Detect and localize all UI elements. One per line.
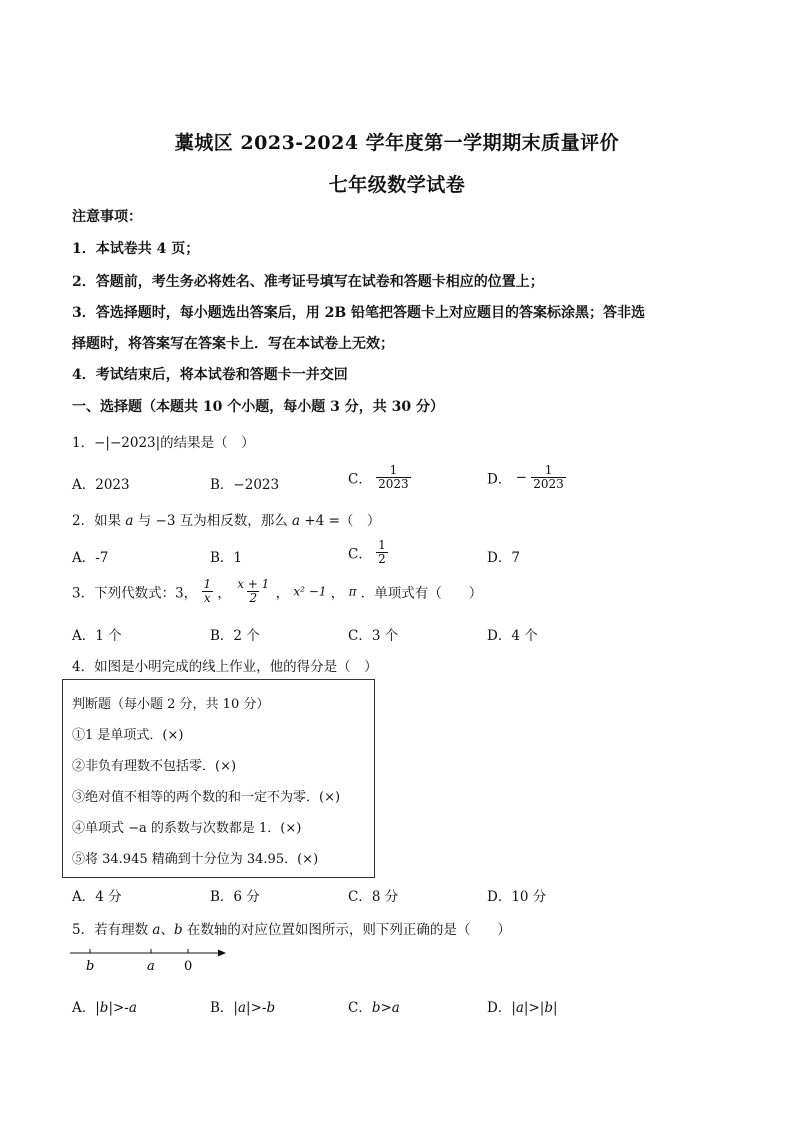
- q3-option-c: C．3 个: [348, 628, 399, 644]
- homework-header: 判断题（每小题 2 分，共 10 分）: [72, 697, 270, 712]
- exam-title: 藁城区 2023-2024 学年度第一学期期末质量评价: [174, 132, 620, 154]
- q4-option-c: C．8 分: [348, 889, 399, 905]
- label-a: a: [147, 959, 155, 974]
- note-item: 2．答题前，考生务必将姓名、准考证号填写在试卷和答题卡相应的位置上；: [72, 274, 544, 290]
- arrow-icon: [218, 950, 226, 957]
- fraction: $\frac{x + 1}{2}$: [237, 577, 270, 605]
- fraction: $\frac{1}{2}$: [378, 538, 386, 566]
- fraction: $\frac{1}{2023}$: [378, 463, 409, 491]
- note-item: 4．考试结束后，将本试卷和答题卡一并交回: [72, 367, 348, 383]
- note-item: 择题时，将答案写在答案卡上．写在本试卷上无效；: [72, 336, 394, 352]
- q3-option-a: A．1 个: [72, 628, 122, 644]
- q2-option-d: D．7: [487, 550, 520, 566]
- q5-option-c: C．b>a: [348, 1000, 400, 1016]
- homework-item: ④单项式 −a 的系数与次数都是 1．(×): [72, 821, 302, 836]
- question-2-stem: 2．如果 a 与 −3 互为相反数，那么 a +4 =（ ）: [72, 513, 381, 529]
- q1-option-c: C． $\frac{1}{2023}$: [348, 463, 409, 491]
- q1-option-b: B．−2023: [210, 477, 280, 493]
- homework-item: ①1 是单项式．(×): [72, 728, 184, 743]
- note-item: 3．答选择题时，每小题选出答案后，用 2B 铅笔把答题卡上对应题目的答案标涂黑；答非选: [72, 305, 646, 321]
- label-0: 0: [184, 959, 193, 974]
- question-1-stem: 1．−|−2023|的结果是（ ）: [72, 435, 255, 451]
- q1-option-d: D． − $\frac{1}{2023}$: [487, 463, 564, 491]
- notes-heading: 注意事项：: [72, 209, 142, 225]
- q5-option-d: D．|a|>|b|: [487, 1000, 558, 1016]
- q5-option-a: A．|b|>-a: [72, 1000, 137, 1016]
- question-4-stem: 4．如图是小明完成的线上作业，他的得分是（ ）: [72, 659, 378, 675]
- q5-option-b: B．|a|>-b: [210, 1000, 276, 1016]
- homework-item: ②非负有理数不包括零．(×): [72, 759, 237, 774]
- q2-option-b: B．1: [210, 550, 243, 566]
- q4-option-d: D．10 分: [487, 889, 547, 905]
- fraction: $\frac{1}{x}$: [203, 577, 212, 605]
- q1-expression: −|−2023|: [94, 435, 161, 451]
- label-b: b: [86, 959, 95, 974]
- homework-item: ③绝对值不相等的两个数的和一定不为零．(×): [72, 790, 341, 805]
- question-3-stem: 3．下列代数式：3， $\frac{1}{x}$ ， $\frac{x + 1}{2}$ ， x² −1 ， π ．单项式有（ ）: [72, 577, 483, 605]
- exam-subtitle: 七年级数学试卷: [328, 174, 466, 196]
- homework-item: ⑤将 34.945 精确到十分位为 34.95．(×): [72, 852, 319, 867]
- q4-option-a: A．4 分: [72, 889, 122, 905]
- q2-option-a: A．-7: [72, 550, 109, 566]
- q4-option-b: B．6 分: [210, 889, 260, 905]
- number-line: [66, 940, 236, 980]
- q3-option-d: D．4 个: [487, 628, 538, 644]
- q1-option-a: A．2023: [72, 477, 130, 493]
- q3-option-b: B．2 个: [210, 628, 260, 644]
- note-item: 1．本试卷共 4 页；: [72, 241, 200, 257]
- section-heading: 一、选择题（本题共 10 个小题，每小题 3 分，共 30 分）: [72, 399, 444, 415]
- q2-option-c: C． $\frac{1}{2}$: [348, 538, 386, 566]
- question-5-stem: 5．若有理数 a、b 在数轴的对应位置如图所示，则下列正确的是（ ）: [72, 922, 511, 938]
- fraction: $\frac{1}{2023}$: [533, 463, 564, 491]
